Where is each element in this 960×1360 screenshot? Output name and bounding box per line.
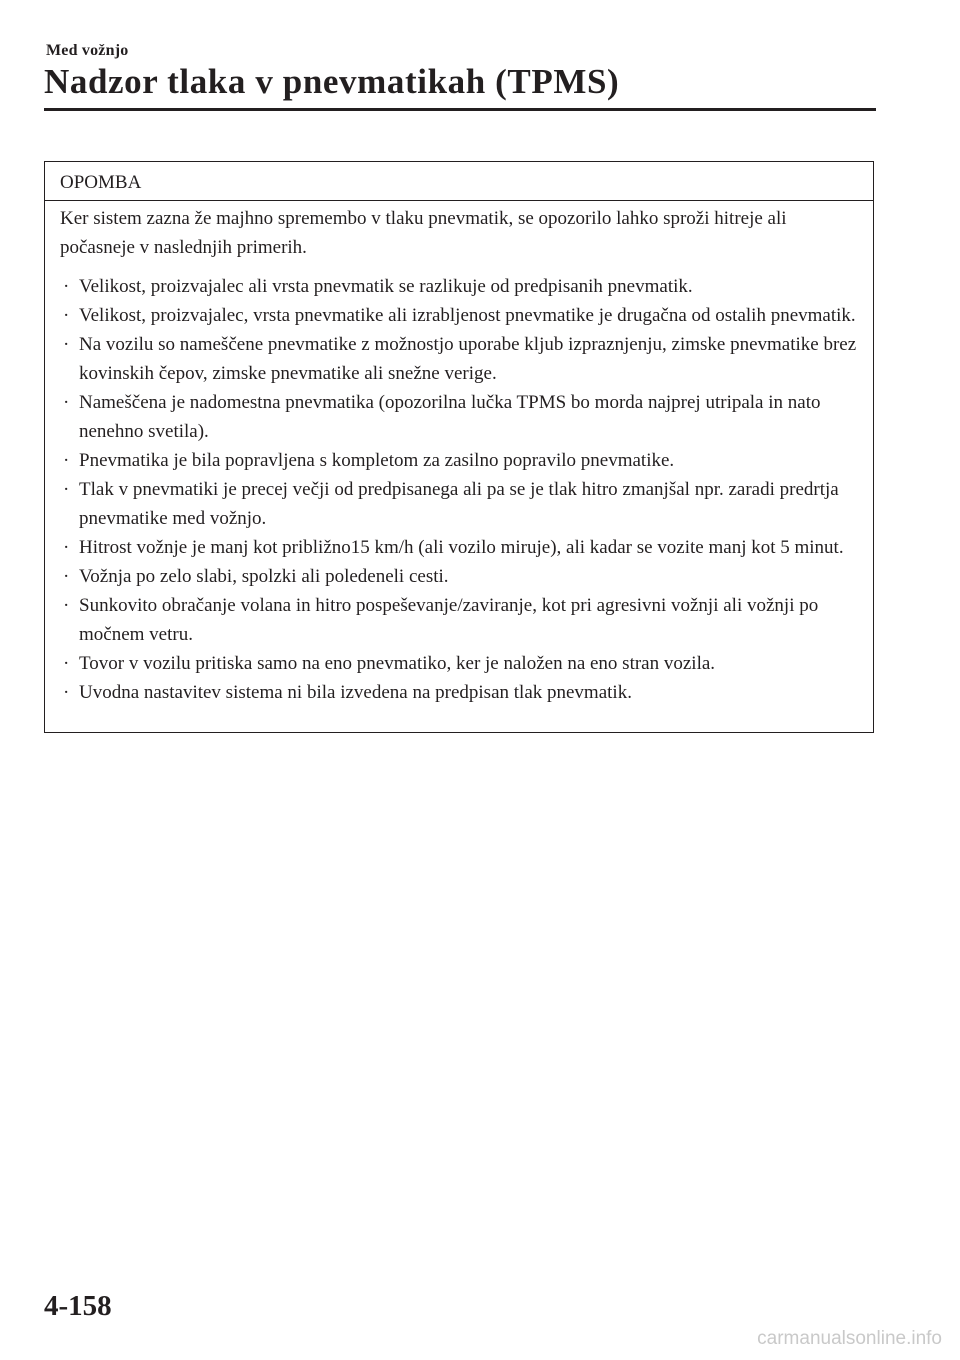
list-item <box>60 388 859 446</box>
list-item <box>60 562 859 591</box>
list-item-text: Velikost, proizvajalec ali vrsta pnevmatik se razlikuje od predpisanih pnevmatik. <box>79 276 693 297</box>
list-item-text: Nameščena je nadomestna pnevmatika (opozorilna lučka TPMS bo morda najprej utripala in nato nenehno svetila). <box>79 392 821 442</box>
bullet-icon: · <box>63 653 70 674</box>
bullet-icon: · <box>63 450 70 471</box>
note-list <box>60 272 859 707</box>
bullet-icon: · <box>63 682 70 703</box>
list-item <box>60 301 859 330</box>
list-item-text: Pnevmatika je bila popravljena s kompletom za zasilno popravilo pnevmatike. <box>79 450 675 471</box>
page-title: Nadzor tlaka v pnevmatikah (TPMS) <box>44 62 620 101</box>
bullet-icon: · <box>63 392 70 413</box>
list-item-text: Tlak v pnevmatiki je precej večji od predpisanega ali pa se je tlak hitro zmanjšal npr. zaradi predrtja pnevmatike med vožnjo. <box>79 479 839 529</box>
list-item <box>60 475 859 533</box>
list-item <box>60 330 859 388</box>
page-number: 4-158 <box>44 1290 112 1322</box>
note-box <box>44 161 874 733</box>
list-item-text: Velikost, proizvajalec, vrsta pnevmatike ali izrabljenost pnevmatike je drugačna od ostalih pnevmatik. <box>79 305 856 326</box>
watermark: carmanualsonline.info <box>757 1328 942 1349</box>
bullet-icon: · <box>63 566 70 587</box>
list-item-text: Uvodna nastavitev sistema ni bila izvedena na predpisan tlak pnevmatik. <box>79 682 632 703</box>
list-item-text: Vožnja po zelo slabi, spolzki ali poledeneli cesti. <box>79 566 449 587</box>
bullet-icon: · <box>63 595 70 616</box>
list-item <box>60 446 859 475</box>
note-label: OPOMBA <box>45 162 873 201</box>
note-intro: Ker sistem zazna že majhno spremembo v tlaku pnevmatik, se opozorilo lahko sproži hitreje ali počasneje v naslednjih primerih. <box>60 208 787 258</box>
bullet-icon: · <box>63 276 70 297</box>
list-item-text: Tovor v vozilu pritiska samo na eno pnevmatiko, ker je naložen na eno stran vozila. <box>79 653 716 674</box>
list-item <box>60 678 859 707</box>
list-item <box>60 591 859 649</box>
list-item <box>60 272 859 301</box>
title-rule <box>44 108 876 111</box>
bullet-icon: · <box>63 334 70 355</box>
list-item-text: Na vozilu so nameščene pnevmatike z možnostjo uporabe kljub izpraznjenju, zimske pnevmatike brez kovinskih čepov, zimske pnevmatike ali snežne verige. <box>79 334 857 384</box>
list-item-text: Hitrost vožnje je manj kot približno15 km/h (ali vozilo miruje), ali kadar se vozite manj kot 5 minut. <box>79 537 844 558</box>
list-item-text: Sunkovito obračanje volana in hitro pospeševanje/zaviranje, kot pri agresivni vožnji ali vožnji po močnem vetru. <box>79 595 819 645</box>
list-item <box>60 533 859 562</box>
section-label: Med vožnjo <box>46 42 129 59</box>
bullet-icon: · <box>63 537 70 558</box>
bullet-icon: · <box>63 479 70 500</box>
bullet-icon: · <box>63 305 70 326</box>
list-item <box>60 649 859 678</box>
note-body <box>45 201 873 707</box>
